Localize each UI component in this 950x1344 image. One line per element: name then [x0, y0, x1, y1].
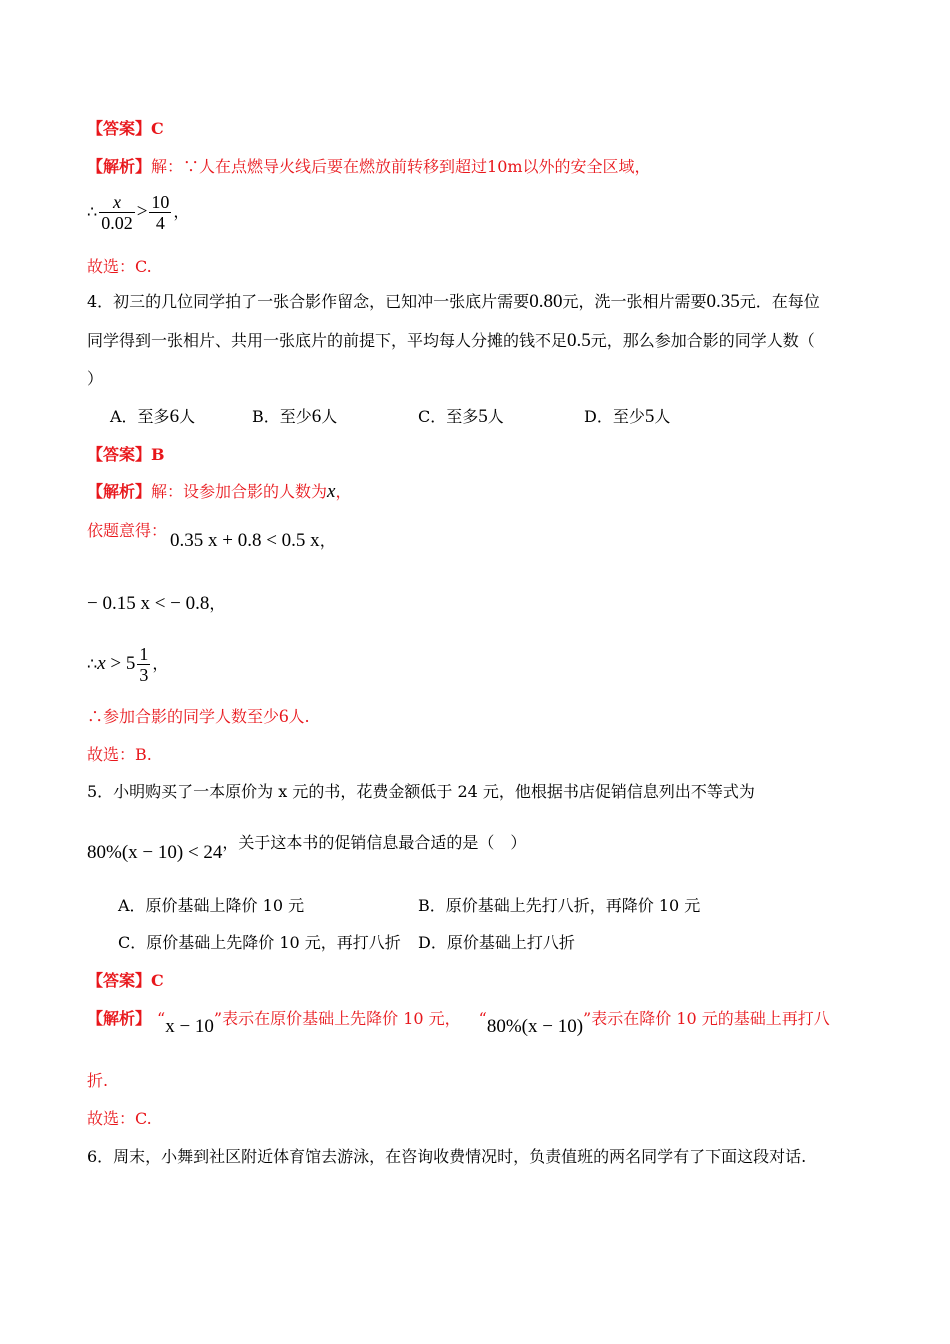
- q5-analysis-wrap: 折.: [87, 1071, 109, 1090]
- stem-text: 元．在每位: [739, 292, 820, 311]
- q5-choose: 故选：C.: [87, 1109, 152, 1128]
- option-unit: 人: [179, 407, 196, 426]
- answer-label: 【答案】: [87, 119, 152, 138]
- answer-label: 【答案】: [87, 971, 152, 990]
- therefore-symbol: ∴: [87, 202, 98, 221]
- q3-answer: [87, 118, 164, 140]
- stem-tail: ，关于这本书的促销信息最合适的是（ ）: [222, 833, 527, 852]
- q4-answer: [87, 444, 165, 466]
- q4-choose: 故选：B.: [87, 745, 152, 764]
- operator: > 5: [105, 653, 136, 674]
- comma: ，: [209, 594, 226, 613]
- q4-stem-line1: [87, 291, 820, 313]
- q4-step1-label: 依题意得：: [87, 521, 168, 540]
- analysis-text: 表示在原价基础上先降价 10 元，: [222, 1009, 461, 1028]
- option-unit: 人: [654, 407, 671, 426]
- q3-analysis: [87, 156, 651, 178]
- q4-analysis: [87, 481, 351, 503]
- q5-stem: 5．小明购买了一本原价为 x 元的书，花费金额低于 24 元，他根据书店促销信息列出不等式为: [87, 782, 755, 801]
- q3-choose: 故选：C.: [87, 257, 152, 276]
- price: 0.80: [529, 291, 563, 312]
- q4-stem-line2: [87, 330, 815, 352]
- fraction-right: [149, 192, 171, 233]
- price: 0.35: [706, 291, 740, 312]
- q4-option-a[interactable]: [110, 406, 195, 428]
- analysis-label: 【解析】: [87, 1009, 152, 1028]
- fraction: [137, 644, 150, 685]
- option-unit: 人: [487, 407, 504, 426]
- conclusion-text: ∴参加合影的同学人数至少: [87, 707, 280, 726]
- option-label: C．至多: [418, 407, 479, 426]
- q4-step3: [87, 642, 168, 686]
- therefore-symbol: ∴: [87, 654, 98, 673]
- q4-conclusion: [87, 706, 310, 728]
- comma: ，: [173, 202, 190, 221]
- q4-option-c[interactable]: [418, 406, 504, 428]
- variable: x: [327, 481, 336, 502]
- q4-step2: [87, 593, 225, 615]
- answer-value: B: [151, 445, 165, 464]
- q5-option-d[interactable]: D．原价基础上打八折: [418, 933, 575, 952]
- stem-text: 同学得到一张相片、共用一张底片的前提下，平均每人分摊的钱不足: [87, 331, 568, 350]
- equation: 0.35 x + 0.8 < 0.5 x: [170, 530, 320, 551]
- denominator: 0.02: [101, 213, 133, 233]
- q5-option-c[interactable]: C．原价基础上先降价 10 元，再打八折: [118, 933, 401, 952]
- answer-value: C: [151, 971, 164, 990]
- stem-text: 元，那么参加合影的同学人数（: [590, 331, 815, 350]
- q4-option-d[interactable]: [584, 406, 670, 428]
- option-number: 6: [311, 406, 322, 427]
- numerator: 1: [139, 644, 149, 664]
- option-label: D．至少: [584, 407, 645, 426]
- equation: − 0.15 x < − 0.8: [87, 593, 210, 614]
- comma: ，: [319, 531, 336, 550]
- fraction-left: [99, 192, 135, 233]
- operator: >: [136, 201, 148, 222]
- denominator: 3: [139, 665, 149, 685]
- answer-value: C: [151, 119, 164, 138]
- option-number: 5: [478, 406, 488, 427]
- analysis-label: 【解析】: [87, 482, 152, 501]
- comma: ，: [335, 482, 352, 501]
- q3-inequality: [87, 190, 189, 234]
- q5-option-a[interactable]: A．原价基础上降价 10 元: [118, 896, 305, 915]
- price: 0.5: [567, 330, 591, 351]
- option-number: 5: [644, 406, 655, 427]
- quoted-expression: x − 10: [165, 1016, 214, 1037]
- analysis-text: 解：设参加合影的人数为: [151, 482, 328, 501]
- q5-answer: [87, 970, 164, 992]
- conclusion-number: 6: [279, 706, 289, 727]
- option-unit: 人: [321, 407, 338, 426]
- inequality: 80%(x − 10) < 24: [87, 842, 223, 863]
- analysis-text: 解：∵人在点燃导火线后要在燃放前转移到超过10m以外的安全区域，: [151, 157, 651, 176]
- stem-text: 4．初三的几位同学拍了一张合影作留念，已知冲一张底片需要: [87, 292, 530, 311]
- stem-text: 元，洗一张相片需要: [562, 292, 707, 311]
- analysis-label: 【解析】: [87, 157, 152, 176]
- q5-option-b[interactable]: B．原价基础上先打八折，再降价 10 元: [418, 896, 701, 915]
- analysis-text: 表示在降价 10 元的基础上再打八: [591, 1009, 830, 1028]
- q6-stem: 6．周末，小舞到社区附近体育馆去游泳，在咨询收费情况时，负责值班的两名同学有了下面这段对话.: [87, 1147, 807, 1166]
- option-label: A．至多: [110, 407, 170, 426]
- answer-label: 【答案】: [87, 445, 152, 464]
- numerator: 10: [151, 192, 170, 212]
- option-number: 6: [169, 406, 180, 427]
- comma: ，: [152, 654, 169, 673]
- q4-option-b[interactable]: [252, 406, 337, 428]
- q4-step1: [170, 530, 336, 552]
- conclusion-text: 人.: [288, 707, 310, 726]
- quoted-expression: 80%(x − 10): [486, 1016, 584, 1037]
- q5-analysis: 【解析】 “x − 10”表示在原价基础上先降价 10 元， “80%(x − 10)”表示在降价 10 元的基础上再打八: [87, 1009, 830, 1037]
- q4-stem-line3: ）: [87, 369, 104, 388]
- numerator: x: [99, 192, 135, 213]
- option-label: B．至少: [252, 407, 312, 426]
- variable: x: [97, 653, 106, 674]
- q5-inequality-line: [87, 832, 527, 863]
- denominator: 4: [155, 213, 165, 233]
